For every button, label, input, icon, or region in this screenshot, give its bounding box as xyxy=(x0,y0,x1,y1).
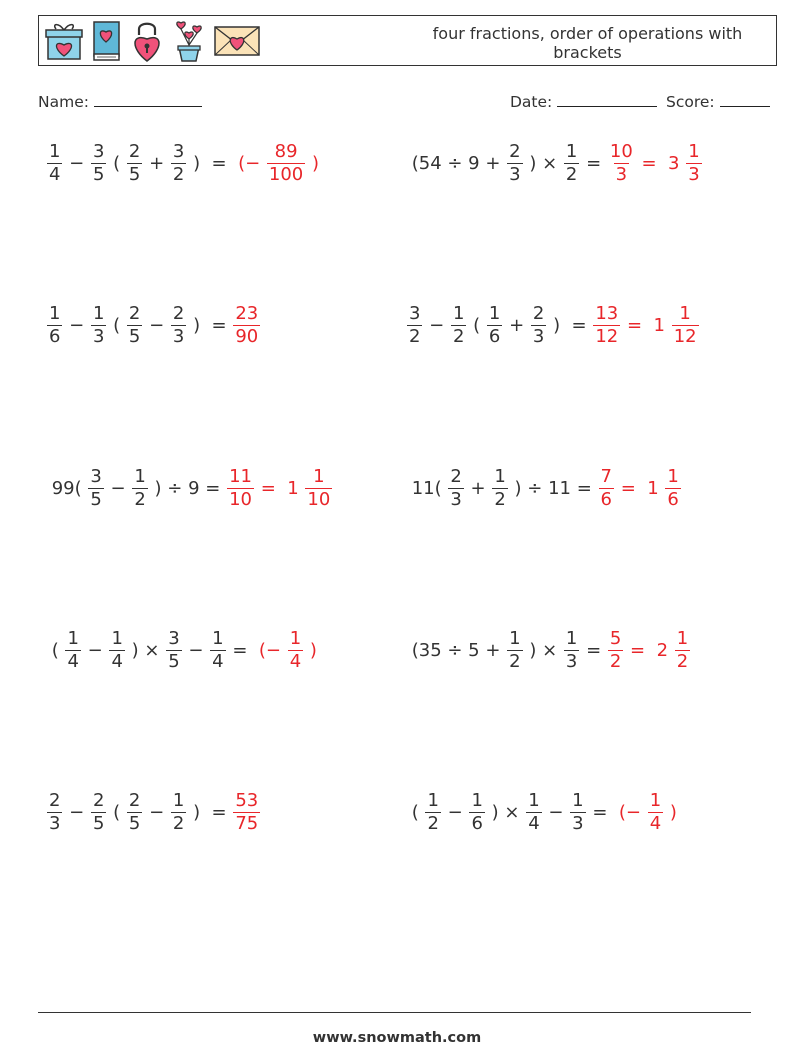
numerator: 1 xyxy=(49,303,61,324)
denominator: 5 xyxy=(92,164,105,185)
expression-text: 3 xyxy=(662,153,686,174)
fraction xyxy=(233,792,260,833)
expression-text: ( xyxy=(107,153,126,174)
numerator: 1 xyxy=(565,141,578,162)
problem-item xyxy=(46,305,261,346)
expression-text: ) ÷ 11 = xyxy=(508,478,598,499)
denominator: 4 xyxy=(49,164,61,185)
date-label: Date: xyxy=(510,93,553,111)
fraction xyxy=(608,630,623,671)
name-label: Name: xyxy=(38,93,89,111)
numerator: 1 xyxy=(452,303,465,324)
date-field xyxy=(510,92,657,111)
expression-text: − xyxy=(143,802,170,823)
numerator: 2 xyxy=(509,141,521,162)
denominator: 2 xyxy=(452,326,465,347)
name-blank[interactable] xyxy=(94,92,202,107)
denominator: 10 xyxy=(229,489,252,510)
fraction xyxy=(492,468,507,509)
problem-item xyxy=(406,630,691,671)
expression-text: = xyxy=(580,153,607,174)
denominator: 2 xyxy=(609,651,622,672)
fraction xyxy=(305,468,332,509)
denominator: 5 xyxy=(92,813,105,834)
numerator: 1 xyxy=(92,303,105,324)
fraction xyxy=(564,143,579,184)
answer xyxy=(226,468,333,509)
expression-text: ) xyxy=(187,802,206,823)
expression-text: ) × xyxy=(523,640,563,661)
denominator: 6 xyxy=(667,489,679,510)
expression-text: (35 ÷ 5 + xyxy=(406,640,507,661)
expression-text: ( xyxy=(107,802,126,823)
fraction xyxy=(171,305,186,346)
expression-text: (54 ÷ 9 + xyxy=(406,153,507,174)
numerator: 2 xyxy=(172,303,185,324)
score-field xyxy=(666,92,770,111)
footer-url: www.snowmath.com xyxy=(312,1030,482,1046)
fraction xyxy=(531,305,546,346)
denominator: 2 xyxy=(494,489,506,510)
fraction xyxy=(127,792,142,833)
expression-text: = xyxy=(614,478,642,499)
numerator: 1 xyxy=(111,628,123,649)
fraction xyxy=(171,792,186,833)
fraction xyxy=(47,792,62,833)
worksheet-header xyxy=(38,15,777,66)
expression-text: − xyxy=(63,315,90,336)
expression-text: 99( xyxy=(46,478,88,499)
expression-text: − xyxy=(104,478,132,499)
fraction xyxy=(593,305,620,346)
fraction xyxy=(487,305,502,346)
numerator: 3 xyxy=(409,303,421,324)
denominator: 3 xyxy=(509,164,521,185)
expression-text: − xyxy=(182,640,210,661)
expression-text: + xyxy=(143,153,170,174)
fraction xyxy=(288,630,303,671)
numerator: 3 xyxy=(90,466,102,487)
date-blank[interactable] xyxy=(557,92,657,107)
fraction xyxy=(564,630,579,671)
expression-text: = xyxy=(226,640,254,661)
fraction xyxy=(166,630,181,671)
expression-text: (− xyxy=(613,802,647,823)
problem-item xyxy=(46,792,261,833)
denominator: 5 xyxy=(128,813,141,834)
numerator: 2 xyxy=(532,303,545,324)
fraction xyxy=(210,630,225,671)
denominator: 6 xyxy=(49,326,61,347)
problem-item xyxy=(406,143,703,184)
fraction xyxy=(407,305,422,346)
numerator: 1 xyxy=(679,303,691,324)
expression-text: (− xyxy=(232,153,266,174)
numerator: 2 xyxy=(49,790,61,811)
denominator: 3 xyxy=(172,326,185,347)
expression-text: ) ÷ 9 = xyxy=(148,478,227,499)
numerator: 2 xyxy=(128,303,141,324)
expression-text: ( xyxy=(406,802,425,823)
fraction xyxy=(451,305,466,346)
fraction xyxy=(132,468,147,509)
heart-book-icon xyxy=(90,20,122,62)
numerator: 1 xyxy=(134,466,146,487)
numerator: 53 xyxy=(235,790,259,811)
expression-text: = xyxy=(254,478,282,499)
problem-item xyxy=(406,468,682,509)
problem-item xyxy=(46,630,323,671)
fraction xyxy=(672,305,699,346)
numerator: 2 xyxy=(450,466,462,487)
expression-text: ( xyxy=(46,640,65,661)
expression-text: = xyxy=(580,640,607,661)
love-letter-icon xyxy=(213,24,261,58)
denominator: 2 xyxy=(172,164,185,185)
numerator: 1 xyxy=(67,628,79,649)
denominator: 2 xyxy=(172,813,185,834)
denominator: 4 xyxy=(528,813,540,834)
denominator: 3 xyxy=(615,164,628,185)
numerator: 1 xyxy=(427,790,439,811)
expression-text: + xyxy=(464,478,492,499)
fraction xyxy=(507,143,522,184)
expression-text: ) xyxy=(187,153,206,174)
denominator: 12 xyxy=(595,326,619,347)
name-field xyxy=(38,92,202,111)
numerator: 3 xyxy=(168,628,180,649)
expression-text: = xyxy=(624,640,651,661)
denominator: 12 xyxy=(673,326,697,347)
expression-text: ( xyxy=(467,315,486,336)
denominator: 3 xyxy=(688,164,700,185)
answer xyxy=(232,305,261,346)
denominator: 3 xyxy=(565,651,578,672)
fraction xyxy=(91,305,106,346)
denominator: 2 xyxy=(565,164,578,185)
denominator: 3 xyxy=(450,489,462,510)
fraction xyxy=(233,305,260,346)
denominator: 3 xyxy=(532,326,545,347)
expression-text: (− xyxy=(253,640,287,661)
footer-divider xyxy=(38,1012,751,1013)
expression-text: = xyxy=(205,802,233,823)
expression-text: ( xyxy=(107,315,126,336)
numerator: 1 xyxy=(509,628,521,649)
expression-text: − xyxy=(63,802,90,823)
fraction xyxy=(88,468,103,509)
expression-text: 1 xyxy=(281,478,305,499)
answer xyxy=(232,143,324,184)
expression-text: ) xyxy=(304,640,323,661)
denominator: 4 xyxy=(67,651,79,672)
denominator: 3 xyxy=(572,813,584,834)
denominator: 5 xyxy=(168,651,180,672)
denominator: 2 xyxy=(409,326,421,347)
denominator: 4 xyxy=(111,651,123,672)
numerator: 1 xyxy=(667,466,679,487)
numerator: 2 xyxy=(128,141,141,162)
fraction xyxy=(665,468,680,509)
header-icons xyxy=(45,20,261,62)
numerator: 1 xyxy=(49,141,61,162)
problem-item xyxy=(406,792,683,833)
answer xyxy=(613,792,682,833)
expression-text: = xyxy=(565,315,593,336)
numerator: 89 xyxy=(274,141,298,162)
numerator: 1 xyxy=(676,628,689,649)
numerator: 23 xyxy=(235,303,259,324)
expression-text: ) xyxy=(306,153,325,174)
expression-text: = xyxy=(205,153,233,174)
expression-text: = xyxy=(205,315,233,336)
expression-text: − xyxy=(423,315,450,336)
denominator: 6 xyxy=(600,489,612,510)
denominator: 2 xyxy=(509,651,521,672)
numerator: 1 xyxy=(565,628,578,649)
fraction xyxy=(526,792,541,833)
denominator: 90 xyxy=(235,326,259,347)
fraction xyxy=(267,143,305,184)
worksheet-title: four fractions, order of operations with brackets xyxy=(432,24,743,62)
expression-text: − xyxy=(63,153,90,174)
numerator: 1 xyxy=(494,466,506,487)
score-blank[interactable] xyxy=(720,92,770,107)
gift-heart-icon xyxy=(45,21,83,61)
denominator: 3 xyxy=(49,813,61,834)
numerator: 1 xyxy=(649,790,662,811)
denominator: 2 xyxy=(427,813,439,834)
numerator: 1 xyxy=(688,141,700,162)
expression-text: 11( xyxy=(406,478,448,499)
numerator: 1 xyxy=(172,790,185,811)
numerator: 2 xyxy=(128,790,141,811)
denominator: 4 xyxy=(649,813,662,834)
answer xyxy=(592,305,699,346)
denominator: 4 xyxy=(289,651,302,672)
denominator: 2 xyxy=(134,489,146,510)
fraction xyxy=(507,630,522,671)
fraction xyxy=(608,143,635,184)
denominator: 100 xyxy=(268,164,304,185)
expression-text: + xyxy=(503,315,530,336)
heart-padlock-icon xyxy=(129,19,165,63)
fraction xyxy=(648,792,663,833)
numerator: 1 xyxy=(313,466,325,487)
fraction xyxy=(127,305,142,346)
denominator: 2 xyxy=(676,651,689,672)
answer xyxy=(607,143,703,184)
answer xyxy=(253,630,322,671)
denominator: 5 xyxy=(128,326,141,347)
expression-text: ) × xyxy=(523,153,563,174)
score-label: Score: xyxy=(666,93,715,111)
expression-text: = xyxy=(635,153,663,174)
heart-flowerpot-icon xyxy=(172,19,206,63)
numerator: 3 xyxy=(92,141,105,162)
denominator: 75 xyxy=(235,813,259,834)
denominator: 10 xyxy=(307,489,331,510)
problem-item xyxy=(406,305,700,346)
expression-text: 2 xyxy=(650,640,674,661)
fraction xyxy=(599,468,614,509)
fraction xyxy=(91,792,106,833)
fraction xyxy=(65,630,80,671)
fraction xyxy=(47,305,62,346)
fraction xyxy=(570,792,585,833)
numerator: 11 xyxy=(229,466,252,487)
expression-text: ) xyxy=(547,315,566,336)
expression-text: ) × xyxy=(125,640,166,661)
expression-text: − xyxy=(143,315,170,336)
numerator: 7 xyxy=(600,466,612,487)
denominator: 5 xyxy=(128,164,141,185)
expression-text: 1 xyxy=(647,315,671,336)
expression-text: ) xyxy=(664,802,683,823)
denominator: 6 xyxy=(471,813,483,834)
denominator: 5 xyxy=(90,489,102,510)
expression-text: = xyxy=(621,315,648,336)
numerator: 1 xyxy=(212,628,224,649)
numerator: 5 xyxy=(609,628,622,649)
numerator: 1 xyxy=(471,790,483,811)
denominator: 6 xyxy=(488,326,501,347)
expression-text: ) xyxy=(187,315,206,336)
fraction xyxy=(91,143,106,184)
denominator: 4 xyxy=(212,651,224,672)
fraction xyxy=(686,143,701,184)
expression-text: 1 xyxy=(641,478,665,499)
expression-text: − xyxy=(81,640,109,661)
fraction xyxy=(109,630,124,671)
fraction xyxy=(171,143,186,184)
numerator: 2 xyxy=(92,790,105,811)
problem-item xyxy=(46,143,325,184)
expression-text: − xyxy=(441,802,469,823)
fraction xyxy=(469,792,484,833)
answer xyxy=(598,468,682,509)
numerator: 1 xyxy=(289,628,302,649)
expression-text: − xyxy=(542,802,570,823)
fraction xyxy=(675,630,690,671)
fraction xyxy=(127,143,142,184)
numerator: 1 xyxy=(528,790,540,811)
expression-text: ) × xyxy=(485,802,526,823)
numerator: 10 xyxy=(609,141,633,162)
fraction xyxy=(448,468,463,509)
answer xyxy=(607,630,691,671)
fraction xyxy=(425,792,440,833)
numerator: 3 xyxy=(172,141,185,162)
fraction xyxy=(227,468,254,509)
numerator: 1 xyxy=(572,790,584,811)
denominator: 3 xyxy=(92,326,105,347)
expression-text: = xyxy=(586,802,614,823)
answer xyxy=(232,792,261,833)
problem-item xyxy=(46,468,333,509)
numerator: 1 xyxy=(488,303,501,324)
numerator: 13 xyxy=(595,303,619,324)
fraction xyxy=(47,143,62,184)
